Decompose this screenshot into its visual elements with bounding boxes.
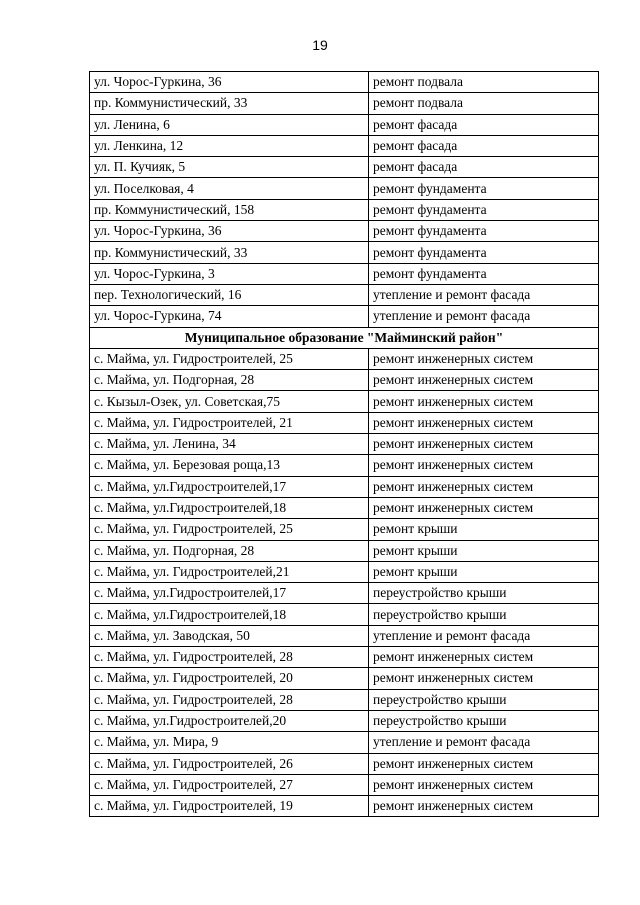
- table-row: [90, 710, 599, 731]
- work-type-cell: переустройство крыши: [369, 604, 599, 625]
- work-type-cell: утепление и ремонт фасада: [369, 625, 599, 646]
- table-row: [90, 732, 599, 753]
- page-number: 19: [312, 37, 328, 53]
- table-row: [90, 689, 599, 710]
- work-type-cell: утепление и ремонт фасада: [369, 306, 599, 327]
- work-type-cell: ремонт инженерных систем: [369, 455, 599, 476]
- work-type-cell: ремонт фундамента: [369, 199, 599, 220]
- address-cell: пр. Коммунистический, 33: [90, 93, 369, 114]
- table-row: [90, 497, 599, 518]
- table-row: [90, 668, 599, 689]
- address-cell: с. Майма, ул. Гидростроителей, 27: [90, 774, 369, 795]
- work-type-cell: переустройство крыши: [369, 710, 599, 731]
- address-cell: с. Майма, ул. Гидростроителей, 26: [90, 753, 369, 774]
- work-type-cell: ремонт инженерных систем: [369, 412, 599, 433]
- table-body-bottom: [90, 348, 599, 817]
- table-row: [90, 157, 599, 178]
- table-row: [90, 348, 599, 369]
- work-type-cell: ремонт фундамента: [369, 263, 599, 284]
- table-row: [90, 434, 599, 455]
- table-row: [90, 604, 599, 625]
- section-heading-row: [90, 327, 599, 348]
- work-type-cell: ремонт фасада: [369, 157, 599, 178]
- work-type-cell: ремонт фундамента: [369, 221, 599, 242]
- work-type-cell: ремонт инженерных систем: [369, 774, 599, 795]
- work-type-cell: ремонт инженерных систем: [369, 753, 599, 774]
- table-row: [90, 135, 599, 156]
- address-cell: с. Майма, ул. Заводская, 50: [90, 625, 369, 646]
- work-type-cell: ремонт крыши: [369, 519, 599, 540]
- table-row: [90, 540, 599, 561]
- address-cell: с. Майма, ул. Гидростроителей, 20: [90, 668, 369, 689]
- table-row: [90, 455, 599, 476]
- work-type-cell: ремонт фундамента: [369, 242, 599, 263]
- table-row: [90, 796, 599, 817]
- work-type-cell: ремонт инженерных систем: [369, 434, 599, 455]
- table-body-top: [90, 72, 599, 328]
- work-type-cell: ремонт фасада: [369, 114, 599, 135]
- table-row: [90, 199, 599, 220]
- address-cell: ул. Ленина, 6: [90, 114, 369, 135]
- table-row: [90, 114, 599, 135]
- table-row: [90, 412, 599, 433]
- address-cell: ул. Поселковая, 4: [90, 178, 369, 199]
- table-row: [90, 753, 599, 774]
- table-row: [90, 221, 599, 242]
- work-type-cell: ремонт подвала: [369, 93, 599, 114]
- address-cell: с. Майма, ул. Подгорная, 28: [90, 370, 369, 391]
- works-table: [89, 71, 599, 817]
- work-type-cell: ремонт крыши: [369, 540, 599, 561]
- address-cell: с. Майма, ул.Гидростроителей,17: [90, 476, 369, 497]
- table-row: [90, 391, 599, 412]
- address-cell: с. Майма, ул. Гидростроителей, 25: [90, 519, 369, 540]
- address-cell: ул. Чорос-Гуркина, 74: [90, 306, 369, 327]
- work-type-cell: ремонт инженерных систем: [369, 391, 599, 412]
- section-heading: Муниципальное образование "Майминский район": [90, 327, 599, 348]
- table-row: [90, 306, 599, 327]
- table-row: [90, 647, 599, 668]
- address-cell: с. Майма, ул. Березовая роща,13: [90, 455, 369, 476]
- address-cell: ул. Чорос-Гуркина, 3: [90, 263, 369, 284]
- table-row: [90, 476, 599, 497]
- work-type-cell: ремонт инженерных систем: [369, 668, 599, 689]
- work-type-cell: ремонт инженерных систем: [369, 647, 599, 668]
- address-cell: ул. П. Кучияк, 5: [90, 157, 369, 178]
- table-row: [90, 178, 599, 199]
- table-row: [90, 242, 599, 263]
- table-row: [90, 561, 599, 582]
- address-cell: с. Майма, ул. Гидростроителей, 28: [90, 689, 369, 710]
- address-cell: с. Майма, ул. Гидростроителей, 25: [90, 348, 369, 369]
- table-row: [90, 583, 599, 604]
- table-row: [90, 72, 599, 93]
- address-cell: с. Майма, ул.Гидростроителей,20: [90, 710, 369, 731]
- table-row: [90, 263, 599, 284]
- work-type-cell: переустройство крыши: [369, 689, 599, 710]
- table-row: [90, 519, 599, 540]
- table-row: [90, 284, 599, 305]
- work-type-cell: ремонт инженерных систем: [369, 796, 599, 817]
- address-cell: с. Майма, ул.Гидростроителей,18: [90, 604, 369, 625]
- address-cell: с. Майма, ул. Подгорная, 28: [90, 540, 369, 561]
- table-row: [90, 625, 599, 646]
- address-cell: с. Майма, ул. Гидростроителей, 21: [90, 412, 369, 433]
- address-cell: с. Майма, ул. Ленина, 34: [90, 434, 369, 455]
- work-type-cell: ремонт инженерных систем: [369, 348, 599, 369]
- address-cell: с. Кызыл-Озек, ул. Советская,75: [90, 391, 369, 412]
- section-heading-body: [90, 327, 599, 348]
- work-type-cell: ремонт подвала: [369, 72, 599, 93]
- address-cell: с. Майма, ул. Гидростроителей, 28: [90, 647, 369, 668]
- work-type-cell: утепление и ремонт фасада: [369, 284, 599, 305]
- address-cell: с. Майма, ул. Гидростроителей,21: [90, 561, 369, 582]
- work-type-cell: ремонт инженерных систем: [369, 370, 599, 391]
- work-type-cell: ремонт крыши: [369, 561, 599, 582]
- address-cell: с. Майма, ул.Гидростроителей,18: [90, 497, 369, 518]
- work-type-cell: ремонт фасада: [369, 135, 599, 156]
- work-type-cell: ремонт инженерных систем: [369, 476, 599, 497]
- address-cell: с. Майма, ул. Мира, 9: [90, 732, 369, 753]
- address-cell: ул. Чорос-Гуркина, 36: [90, 221, 369, 242]
- address-cell: пр. Коммунистический, 33: [90, 242, 369, 263]
- work-type-cell: ремонт инженерных систем: [369, 497, 599, 518]
- address-cell: с. Майма, ул. Гидростроителей, 19: [90, 796, 369, 817]
- table-row: [90, 93, 599, 114]
- table-row: [90, 370, 599, 391]
- table-row: [90, 774, 599, 795]
- work-type-cell: утепление и ремонт фасада: [369, 732, 599, 753]
- work-type-cell: ремонт фундамента: [369, 178, 599, 199]
- address-cell: пр. Коммунистический, 158: [90, 199, 369, 220]
- address-cell: пер. Технологический, 16: [90, 284, 369, 305]
- address-cell: ул. Ленкина, 12: [90, 135, 369, 156]
- work-type-cell: переустройство крыши: [369, 583, 599, 604]
- address-cell: ул. Чорос-Гуркина, 36: [90, 72, 369, 93]
- address-cell: с. Майма, ул.Гидростроителей,17: [90, 583, 369, 604]
